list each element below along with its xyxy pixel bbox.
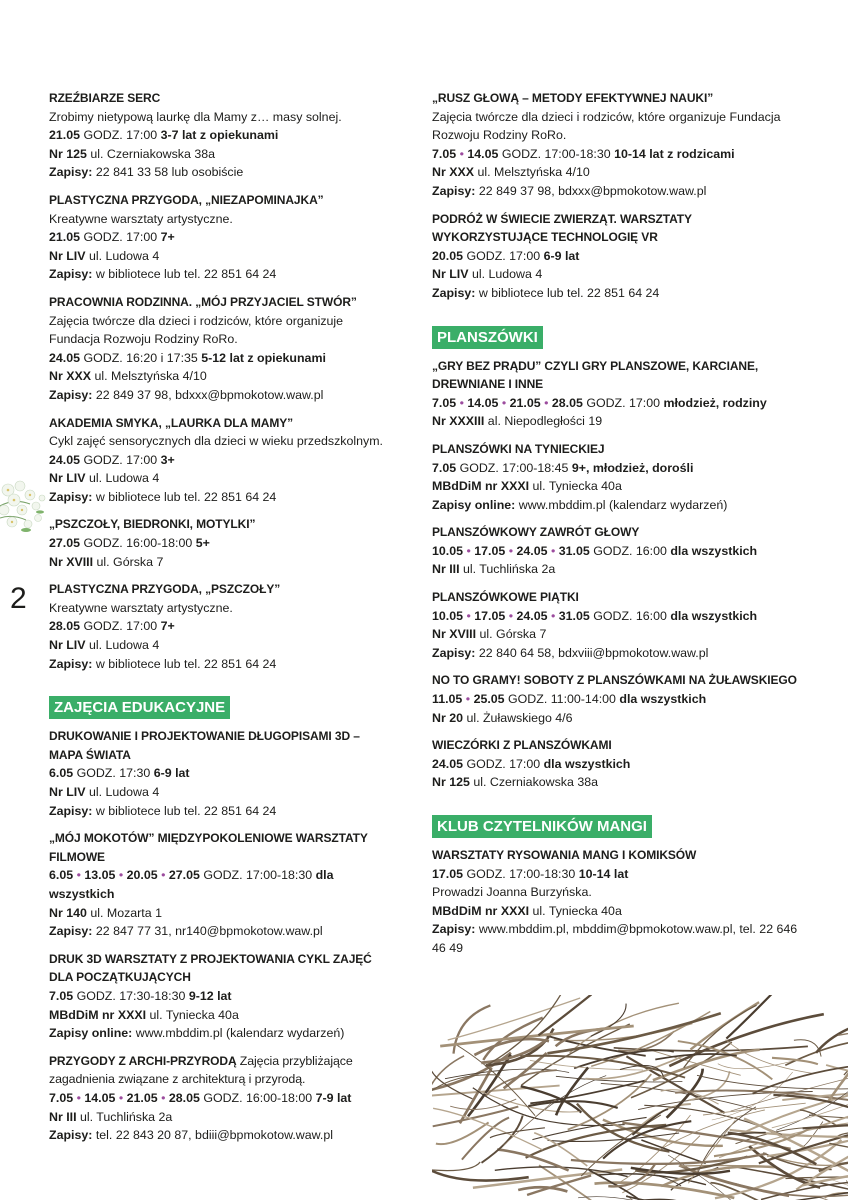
event-item bbox=[432, 523, 802, 579]
branch-number: Nr 140 bbox=[49, 905, 87, 920]
event-item bbox=[49, 191, 389, 284]
event-location bbox=[432, 163, 802, 182]
event-description: Prowadzi Joanna Burzyńska. bbox=[432, 885, 592, 900]
event-title: WIECZÓRKI Z PLANSZÓWKAMI bbox=[432, 738, 612, 753]
date-separator: • bbox=[463, 543, 475, 558]
signup-contact: 22 847 77 31, nr140@bpmokotow.waw.pl bbox=[95, 924, 323, 939]
event-time: GODZ. 17:00 bbox=[83, 619, 158, 634]
event-date: 13.05 bbox=[84, 868, 116, 883]
branch-address: ul. Ludowa 4 bbox=[88, 785, 160, 799]
event-signup bbox=[432, 644, 802, 663]
event-location bbox=[432, 560, 802, 579]
branch-number: MBdDiM nr XXXI bbox=[432, 903, 530, 918]
event-location bbox=[49, 1006, 389, 1025]
nest-twig bbox=[844, 999, 848, 1075]
event-location bbox=[49, 783, 389, 802]
signup-label: Zapisy: bbox=[49, 924, 93, 939]
section-header-wrap bbox=[49, 682, 389, 727]
branch-address: ul. Górska 7 bbox=[96, 554, 164, 569]
signup-label: Zapisy: bbox=[49, 1128, 93, 1143]
signup-contact: 22 840 64 58, bdxviii@bpmokotow.waw.pl bbox=[478, 645, 709, 660]
event-location bbox=[49, 145, 389, 164]
event-time: GODZ. 17:30-18:30 bbox=[76, 988, 186, 1003]
signup-contact: www.mbddim.pl (kalendarz wydarzeń) bbox=[518, 497, 728, 512]
event-location bbox=[49, 904, 389, 923]
event-signup bbox=[49, 386, 389, 405]
event-time: GODZ. 16:00-18:00 bbox=[83, 536, 193, 551]
event-date: 7.05 bbox=[49, 1090, 74, 1105]
event-title: „GRY BEZ PRĄDU” CZYLI GRY PLANSZOWE, KARCIANE, DREWNIANE I INNE bbox=[432, 358, 759, 392]
event-when bbox=[49, 866, 389, 903]
event-date: 6.05 bbox=[49, 766, 74, 781]
branch-number: Nr XXXIII bbox=[432, 414, 485, 429]
event-item bbox=[49, 89, 389, 182]
branch-number: Nr LIV bbox=[49, 471, 86, 486]
event-item bbox=[49, 829, 389, 941]
signup-contact: w bibliotece lub tel. 22 851 64 24 bbox=[95, 803, 277, 818]
event-description: Zajęcia przybliżające zagadnienia związane z architekturą i przyrodą. bbox=[49, 1053, 353, 1087]
branch-number: Nr XVIII bbox=[432, 627, 477, 642]
event-description: Kreatywne warsztaty artystyczne. bbox=[49, 211, 233, 226]
event-audience: 7+ bbox=[160, 619, 175, 634]
event-date: 24.05 bbox=[49, 350, 81, 365]
event-time: GODZ. 17:00 bbox=[83, 128, 158, 143]
event-time: GODZ. 17:00-18:30 bbox=[466, 866, 576, 881]
date-separator: • bbox=[73, 1090, 85, 1105]
date-separator: • bbox=[115, 868, 127, 883]
signup-contact: www.mbddim.pl (kalendarz wydarzeń) bbox=[135, 1026, 345, 1041]
event-signup bbox=[49, 655, 389, 674]
white-flowers-illustration bbox=[0, 468, 50, 538]
event-item bbox=[49, 1052, 389, 1145]
branch-number: Nr 125 bbox=[49, 146, 87, 161]
event-when bbox=[432, 459, 802, 478]
event-title: PLANSZÓWKOWY ZAWRÓT GŁOWY bbox=[432, 525, 640, 540]
date-separator: • bbox=[463, 608, 475, 623]
event-time: GODZ. 17:00 bbox=[466, 248, 541, 263]
event-date: 17.05 bbox=[474, 543, 506, 558]
branch-address: ul. Czerniakowska 38a bbox=[473, 775, 599, 790]
event-title: PRACOWNIA RODZINNA. „MÓJ PRZYJACIEL STWÓR” bbox=[49, 294, 357, 309]
nest-twig bbox=[432, 1162, 480, 1171]
event-title: PODRÓŻ W ŚWIECIE ZWIERZĄT. WARSZTATY WYKORZYSTUJĄCE TECHNOLOGIĘ VR bbox=[432, 211, 692, 245]
event-audience: młodzież, rodziny bbox=[663, 395, 767, 410]
event-time: GODZ. 16:00-18:00 bbox=[203, 1090, 313, 1105]
branch-number: MBdDiM nr XXXI bbox=[432, 479, 530, 494]
event-when bbox=[432, 542, 802, 561]
event-audience: 7-9 lat bbox=[315, 1090, 352, 1105]
event-date: 7.05 bbox=[432, 395, 457, 410]
branch-number: Nr III bbox=[49, 1109, 77, 1124]
event-signup bbox=[49, 922, 389, 941]
event-date: 17.05 bbox=[432, 866, 464, 881]
signup-label: Zapisy: bbox=[49, 267, 93, 282]
event-time: GODZ. 17:00-18:45 bbox=[459, 460, 569, 475]
branch-address: ul. Tuchlińska 2a bbox=[80, 1109, 173, 1124]
event-date: 17.05 bbox=[474, 608, 506, 623]
event-location bbox=[432, 625, 802, 644]
event-title: DRUKOWANIE I PROJEKTOWANIE DŁUGOPISAMI 3D – MAPA ŚWIATA bbox=[49, 729, 360, 762]
event-when bbox=[49, 987, 389, 1006]
event-signup bbox=[49, 802, 389, 821]
nest-twig bbox=[530, 1080, 646, 1103]
event-audience: dla wszystkich bbox=[49, 868, 334, 901]
event-location bbox=[49, 469, 389, 488]
signup-contact: 22 849 37 98, bdxxx@bpmokotow.waw.pl bbox=[478, 183, 707, 198]
event-description: Kreatywne warsztaty artystyczne. bbox=[49, 600, 233, 615]
event-title: DRUK 3D WARSZTATY Z PROJEKTOWANIA CYKL ZAJĘĆ DLA POCZĄTKUJĄCYCH bbox=[49, 951, 372, 985]
event-when bbox=[432, 145, 802, 164]
signup-label: Zapisy: bbox=[432, 645, 476, 660]
right-column bbox=[432, 89, 802, 967]
event-time: GODZ. 17:00 bbox=[586, 395, 661, 410]
event-audience: 3+ bbox=[160, 452, 175, 467]
event-time: GODZ. 17:00 bbox=[466, 756, 541, 771]
event-when bbox=[49, 617, 389, 636]
section-header: ZAJĘCIA EDUKACYJNE bbox=[49, 696, 230, 719]
event-item bbox=[432, 357, 802, 431]
event-audience: 6-9 lat bbox=[543, 248, 580, 263]
event-item bbox=[49, 293, 389, 405]
branch-address: ul. Tyniecka 40a bbox=[149, 1007, 239, 1022]
event-audience: dla wszystkich bbox=[670, 608, 758, 623]
event-audience: dla wszystkich bbox=[543, 756, 631, 771]
event-title: „PSZCZOŁY, BIEDRONKI, MOTYLKI” bbox=[49, 517, 256, 532]
event-location bbox=[49, 247, 389, 266]
event-date: 21.05 bbox=[126, 1090, 158, 1105]
event-description: Zajęcia twórcze dla dzieci i rodziców, które organizuje Fundacja Rozwoju Rodziny RoRo. bbox=[49, 313, 344, 347]
event-date: 24.05 bbox=[516, 543, 548, 558]
branch-address: ul. Melsztyńska 4/10 bbox=[477, 165, 590, 180]
branch-address: ul. Mozarta 1 bbox=[90, 905, 162, 920]
event-title: PLASTYCZNA PRZYGODA, „PSZCZOŁY” bbox=[49, 582, 281, 597]
event-when bbox=[432, 690, 802, 709]
date-separator: • bbox=[498, 395, 510, 410]
nest-twig bbox=[473, 1170, 622, 1188]
event-audience: 5+ bbox=[195, 536, 210, 551]
event-date: 25.05 bbox=[473, 692, 505, 707]
event-title: NO TO GRAMY! SOBOTY Z PLANSZÓWKAMI NA ŻUŁAWSKIEGO bbox=[432, 673, 797, 688]
event-time: GODZ. 17:00-18:30 bbox=[501, 146, 611, 161]
event-time: GODZ. 11:00-14:00 bbox=[508, 692, 616, 707]
event-item bbox=[49, 414, 389, 507]
signup-label: Zapisy online: bbox=[49, 1026, 133, 1041]
event-audience: dla wszystkich bbox=[670, 543, 758, 558]
branch-address: ul. Tyniecka 40a bbox=[532, 903, 622, 918]
section-header: PLANSZÓWKI bbox=[432, 326, 543, 349]
event-time: GODZ. 17:30 bbox=[76, 766, 151, 781]
event-item bbox=[432, 210, 802, 303]
event-description: Zajęcia twórcze dla dzieci i rodziców, które organizuje Fundacja Rozwoju Rodziny RoRo. bbox=[432, 109, 781, 143]
branch-address: ul. Ludowa 4 bbox=[88, 471, 160, 486]
event-title: „RUSZ GŁOWĄ – METODY EFEKTYWNEJ NAUKI” bbox=[432, 91, 714, 105]
event-date: 31.05 bbox=[558, 543, 590, 558]
branch-number: Nr LIV bbox=[49, 638, 86, 653]
date-separator: • bbox=[456, 395, 468, 410]
branch-address: ul. Górska 7 bbox=[479, 627, 547, 642]
date-separator: • bbox=[462, 692, 474, 707]
event-date: 7.05 bbox=[49, 988, 74, 1003]
event-when bbox=[49, 228, 389, 247]
event-time: GODZ. 17:00 bbox=[83, 452, 158, 467]
event-when bbox=[49, 126, 389, 145]
event-date: 7.05 bbox=[432, 146, 457, 161]
event-date: 20.05 bbox=[432, 248, 464, 263]
event-audience: 9-12 lat bbox=[188, 988, 232, 1003]
branch-number: Nr XXX bbox=[432, 165, 475, 180]
event-title: RZEŹBIARZE SERC bbox=[49, 91, 161, 105]
event-title: WARSZTATY RYSOWANIA MANG I KOMIKSÓW bbox=[432, 848, 697, 862]
event-audience: 7+ bbox=[160, 230, 175, 245]
branch-number: Nr III bbox=[432, 562, 460, 577]
event-signup bbox=[49, 1024, 389, 1043]
signup-label: Zapisy: bbox=[432, 285, 476, 300]
date-separator: • bbox=[505, 543, 517, 558]
event-audience: 5-12 lat z opiekunami bbox=[201, 350, 326, 365]
signup-contact: 22 849 37 98, bdxxx@bpmokotow.waw.pl bbox=[95, 387, 324, 402]
event-location bbox=[432, 412, 802, 431]
event-time: GODZ. 17:00-18:30 bbox=[203, 868, 313, 883]
event-location bbox=[432, 709, 802, 728]
branch-address: al. Niepodległości 19 bbox=[487, 414, 603, 429]
event-audience: 3-7 lat z opiekunami bbox=[160, 128, 279, 143]
branch-number: Nr XVIII bbox=[49, 554, 94, 569]
event-date: 28.05 bbox=[168, 1090, 200, 1105]
event-date: 7.05 bbox=[432, 460, 457, 475]
section-header-wrap bbox=[432, 801, 802, 846]
event-when bbox=[49, 1089, 389, 1108]
date-separator: • bbox=[157, 1090, 169, 1105]
event-location bbox=[49, 553, 389, 572]
event-date: 14.05 bbox=[467, 395, 499, 410]
event-audience: dla wszystkich bbox=[619, 692, 707, 707]
branch-address: ul. Tuchlińska 2a bbox=[463, 562, 556, 577]
event-date: 21.05 bbox=[49, 128, 81, 143]
event-date: 21.05 bbox=[509, 395, 541, 410]
event-item bbox=[49, 950, 389, 1043]
event-location bbox=[432, 477, 802, 496]
signup-contact: w bibliotece lub tel. 22 851 64 24 bbox=[95, 656, 277, 671]
event-audience: 9+, młodzież, dorośli bbox=[571, 460, 694, 475]
event-signup bbox=[432, 496, 802, 515]
signup-label: Zapisy: bbox=[49, 387, 93, 402]
event-date: 10.05 bbox=[432, 543, 464, 558]
signup-label: Zapisy: bbox=[49, 656, 93, 671]
event-date: 14.05 bbox=[467, 146, 499, 161]
event-date: 6.05 bbox=[49, 868, 74, 883]
event-description: Cykl zajęć sensorycznych dla dzieci w wieku przedszkolnym. bbox=[49, 434, 383, 449]
event-when bbox=[432, 394, 802, 413]
event-audience: 6-9 lat bbox=[153, 766, 190, 781]
branch-number: Nr LIV bbox=[49, 785, 86, 799]
branch-address: ul. Ludowa 4 bbox=[471, 267, 543, 282]
event-location bbox=[49, 1108, 389, 1127]
date-separator: • bbox=[157, 868, 169, 883]
signup-contact: w bibliotece lub tel. 22 851 64 24 bbox=[95, 489, 277, 504]
left-column bbox=[49, 89, 389, 1154]
event-signup bbox=[432, 182, 802, 201]
twig-nest-illustration bbox=[432, 995, 848, 1200]
event-signup bbox=[49, 163, 389, 182]
event-description: Zrobimy nietypową laurkę dla Mamy z… masy solnej. bbox=[49, 109, 342, 124]
event-signup bbox=[49, 265, 389, 284]
event-location bbox=[432, 773, 802, 792]
event-time: GODZ. 16:20 i 17:35 bbox=[83, 350, 198, 365]
nest-twig bbox=[521, 1024, 630, 1085]
event-date: 27.05 bbox=[49, 536, 81, 551]
event-signup bbox=[432, 920, 802, 957]
signup-contact: www.mbddim.pl, mbddim@bpmokotow.waw.pl, tel. 22 646 46 49 bbox=[432, 922, 798, 955]
event-title: PLANSZÓWKI NA TYNIECKIEJ bbox=[432, 441, 605, 456]
event-time: GODZ. 16:00 bbox=[593, 543, 667, 558]
nest-twig bbox=[726, 995, 811, 1039]
event-when bbox=[49, 764, 389, 783]
branch-address: ul. Ludowa 4 bbox=[88, 248, 160, 263]
branch-number: Nr XXX bbox=[49, 369, 92, 384]
date-separator: • bbox=[115, 1090, 127, 1105]
event-item bbox=[432, 846, 802, 958]
event-audience: 10-14 lat bbox=[578, 866, 629, 881]
branch-number: Nr LIV bbox=[49, 248, 86, 263]
event-title: AKADEMIA SMYKA, „LAURKA DLA MAMY” bbox=[49, 415, 294, 430]
event-date: 28.05 bbox=[551, 395, 583, 410]
date-separator: • bbox=[456, 146, 468, 161]
event-item bbox=[49, 727, 389, 820]
event-item bbox=[432, 89, 802, 201]
event-title-text: PRZYGODY Z ARCHI-PRZYRODĄ bbox=[49, 1053, 237, 1068]
event-signup bbox=[49, 488, 389, 507]
signup-contact: tel. 22 843 20 87, bdiii@bpmokotow.waw.pl bbox=[95, 1128, 333, 1143]
nest-twig bbox=[679, 1165, 772, 1166]
event-item bbox=[432, 671, 802, 727]
event-date: 11.05 bbox=[432, 692, 463, 707]
nest-twig bbox=[829, 1012, 848, 1100]
event-when bbox=[49, 349, 389, 368]
date-separator: • bbox=[73, 868, 85, 883]
event-time: GODZ. 16:00 bbox=[593, 608, 667, 623]
branch-address: ul. Tyniecka 40a bbox=[532, 479, 622, 494]
signup-label: Zapisy: bbox=[49, 489, 93, 504]
nest-twig bbox=[503, 1106, 625, 1125]
event-date: 10.05 bbox=[432, 608, 464, 623]
event-when bbox=[432, 607, 802, 626]
event-date: 20.05 bbox=[126, 868, 158, 883]
event-date: 27.05 bbox=[168, 868, 200, 883]
event-title bbox=[49, 1052, 389, 1089]
branch-number: Nr 125 bbox=[432, 775, 470, 790]
signup-contact: w bibliotece lub tel. 22 851 64 24 bbox=[95, 267, 277, 282]
date-separator: • bbox=[505, 608, 517, 623]
event-when bbox=[49, 451, 389, 470]
branch-address: ul. Melsztyńska 4/10 bbox=[94, 369, 207, 384]
event-location bbox=[432, 902, 802, 921]
section-header-wrap bbox=[432, 312, 802, 357]
event-item bbox=[49, 515, 389, 571]
signup-label: Zapisy online: bbox=[432, 497, 516, 512]
event-date: 24.05 bbox=[432, 756, 464, 771]
event-date: 28.05 bbox=[49, 619, 81, 634]
nest-twig bbox=[436, 1122, 489, 1144]
event-title: PLASTYCZNA PRZYGODA, „NIEZAPOMINAJKA” bbox=[49, 192, 324, 207]
event-item bbox=[432, 588, 802, 662]
event-signup bbox=[432, 284, 802, 303]
branch-address: ul. Czerniakowska 38a bbox=[90, 146, 216, 161]
signup-contact: w bibliotece lub tel. 22 851 64 24 bbox=[478, 285, 660, 300]
event-date: 21.05 bbox=[49, 230, 81, 245]
date-separator: • bbox=[540, 395, 552, 410]
event-when bbox=[432, 755, 802, 774]
nest-twig bbox=[697, 1075, 848, 1089]
event-item bbox=[49, 580, 389, 673]
nest-twig bbox=[794, 1040, 821, 1057]
branch-address: ul. Ludowa 4 bbox=[88, 638, 160, 653]
signup-label: Zapisy: bbox=[49, 803, 93, 818]
section-header: KLUB CZYTELNIKÓW MANGI bbox=[432, 815, 652, 838]
event-date: 24.05 bbox=[516, 608, 548, 623]
date-separator: • bbox=[547, 543, 559, 558]
branch-number: MBdDiM nr XXXI bbox=[49, 1007, 147, 1022]
event-audience: 10-14 lat z rodzicami bbox=[614, 146, 735, 161]
signup-label: Zapisy: bbox=[432, 922, 476, 937]
event-location bbox=[49, 367, 389, 386]
event-item bbox=[432, 736, 802, 792]
branch-number: Nr LIV bbox=[432, 267, 469, 282]
signup-contact: 22 841 33 58 lub osobiście bbox=[95, 165, 244, 180]
event-title: PLANSZÓWKOWE PIĄTKI bbox=[432, 590, 579, 605]
event-location bbox=[432, 265, 802, 284]
event-when bbox=[432, 247, 802, 266]
branch-address: ul. Żuławskiego 4/6 bbox=[466, 710, 573, 725]
branch-number: Nr 20 bbox=[432, 710, 463, 725]
page-number: 2 bbox=[10, 582, 27, 615]
signup-label: Zapisy: bbox=[49, 165, 93, 180]
event-date: 31.05 bbox=[558, 608, 590, 623]
signup-label: Zapisy: bbox=[432, 183, 476, 198]
event-signup bbox=[49, 1126, 389, 1145]
event-date: 14.05 bbox=[84, 1090, 116, 1105]
event-location bbox=[49, 636, 389, 655]
event-time: GODZ. 17:00 bbox=[83, 230, 158, 245]
event-item bbox=[432, 440, 802, 514]
event-title: „MÓJ MOKOTÓW” MIĘDZYPOKOLENIOWE WARSZTATY FILMOWE bbox=[49, 831, 368, 864]
date-separator: • bbox=[547, 608, 559, 623]
event-date: 24.05 bbox=[49, 452, 81, 467]
event-when bbox=[432, 865, 802, 884]
event-when bbox=[49, 534, 389, 553]
